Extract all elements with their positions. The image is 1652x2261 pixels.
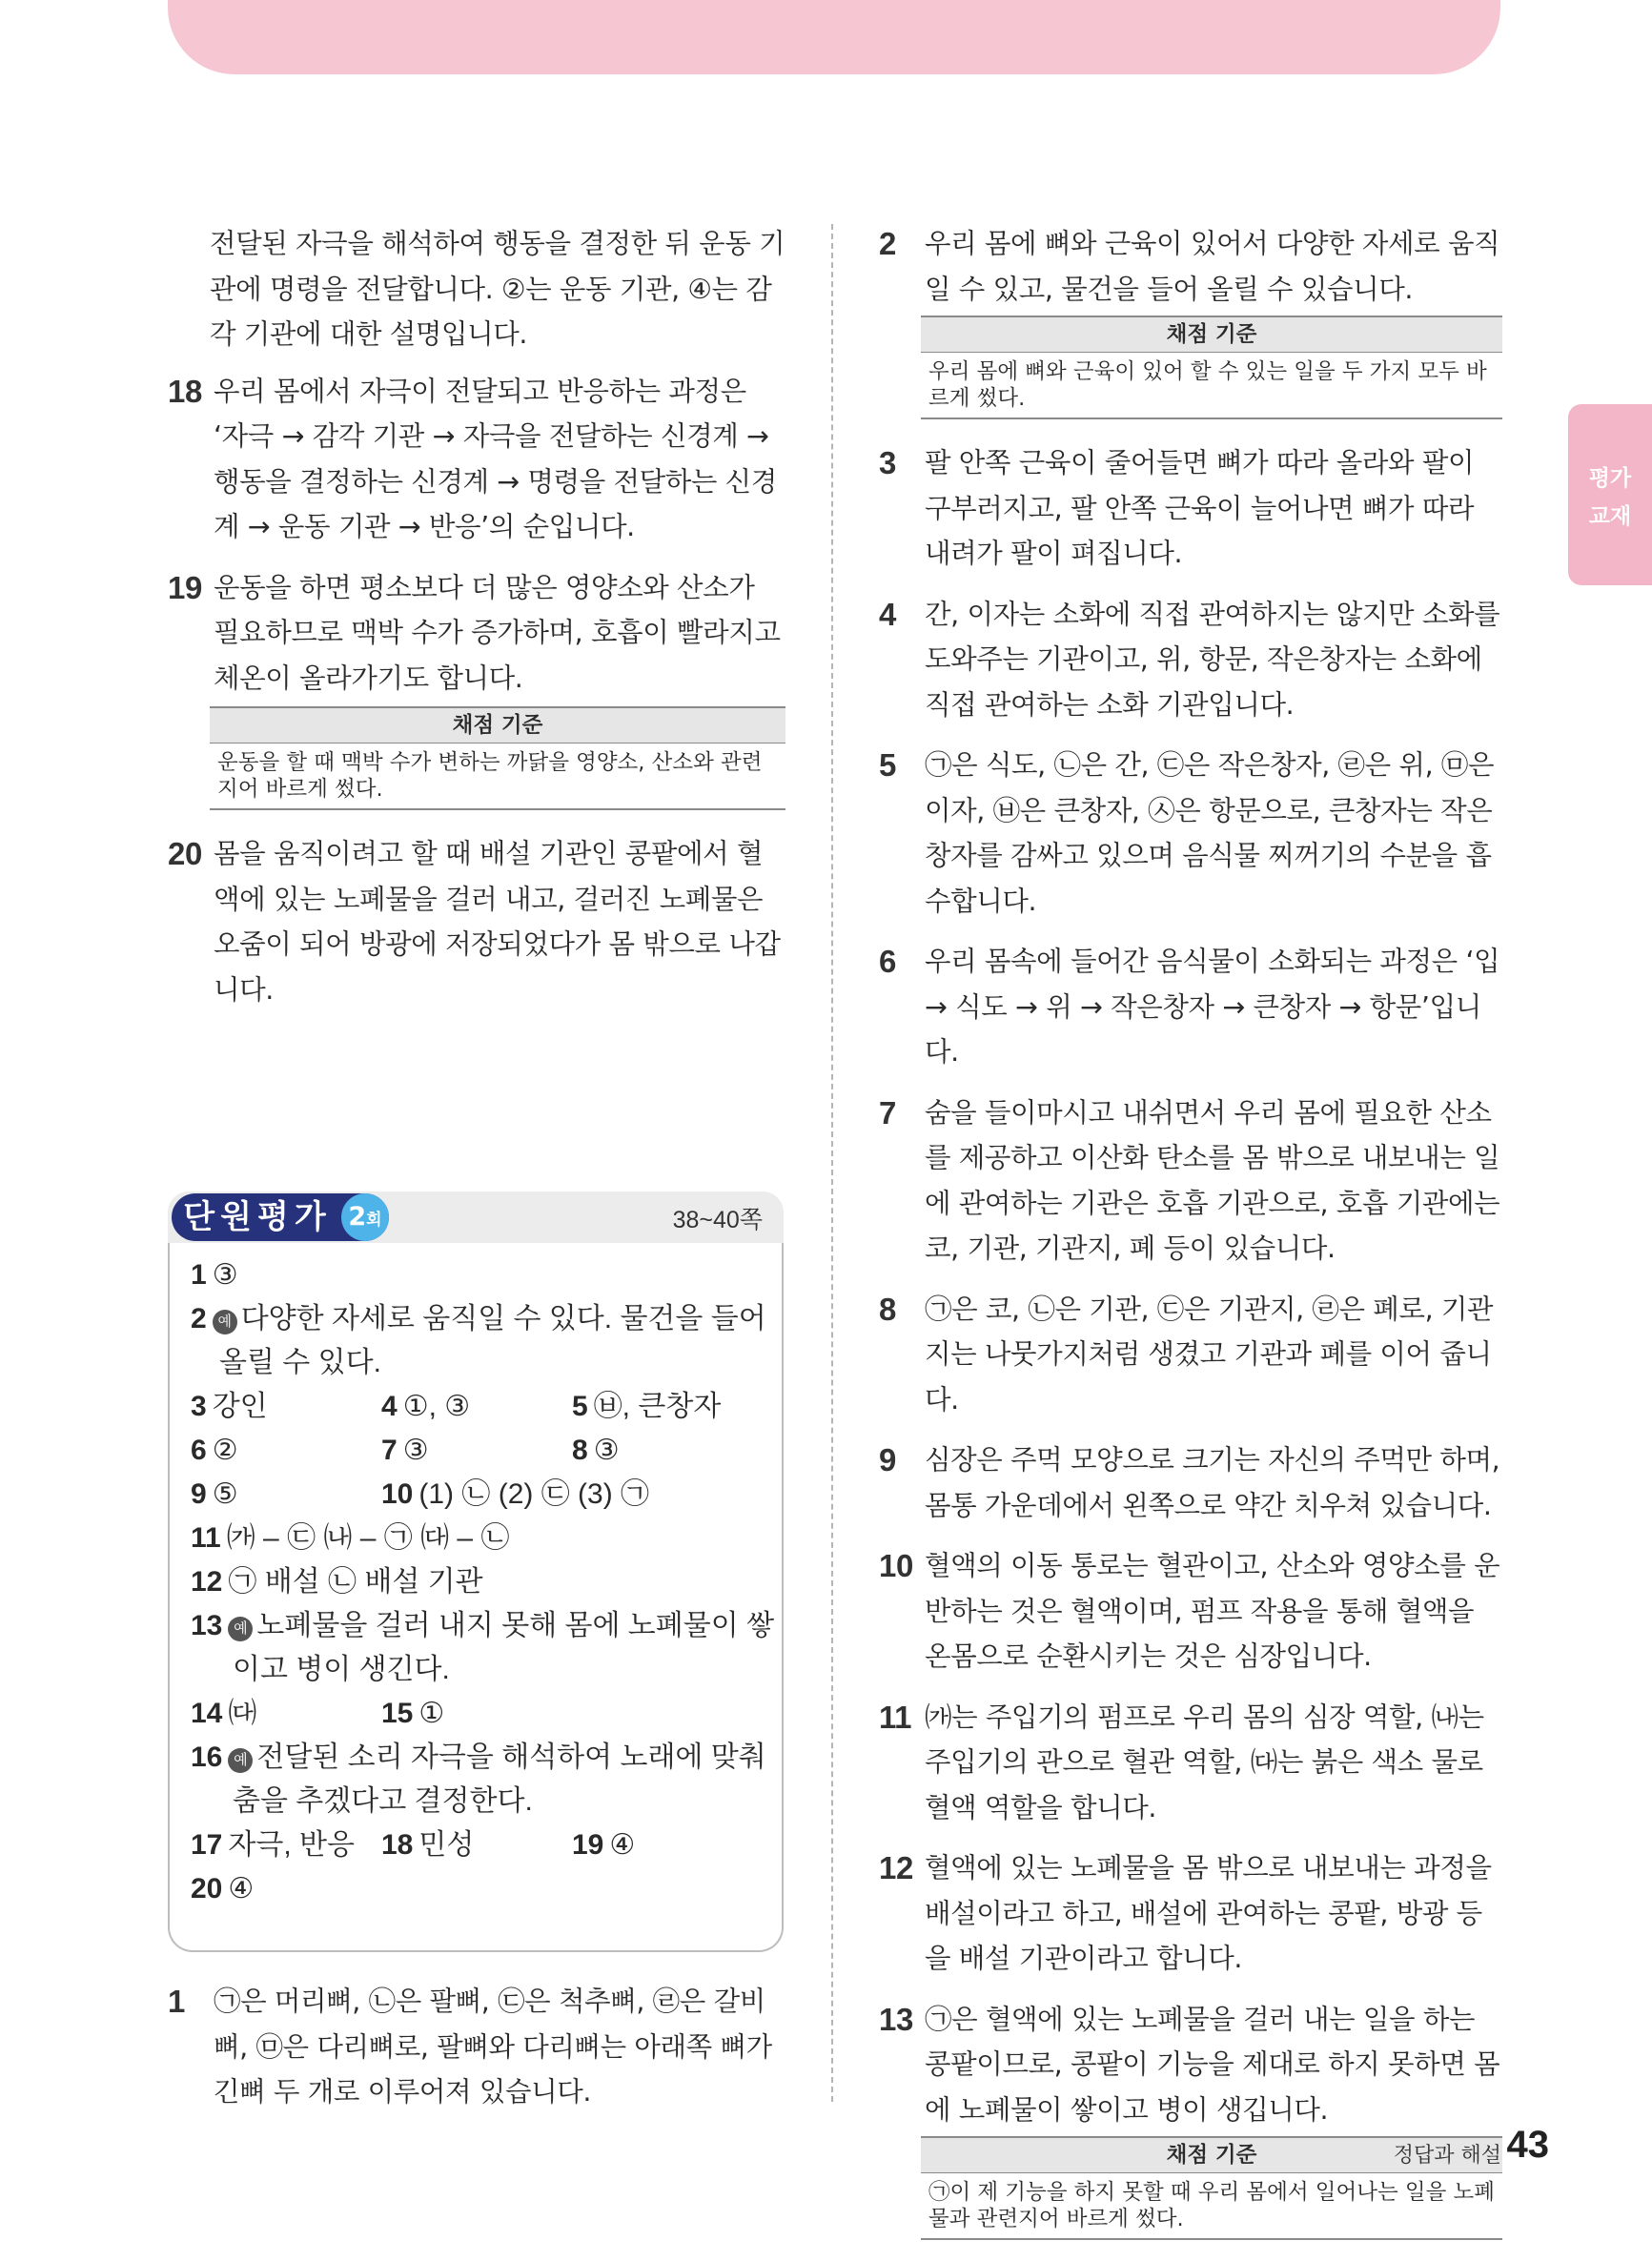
intro-paragraph: 전달된 자극을 해석하여 행동을 결정한 뒤 운동 기관에 명령을 전달합니다. ②는 운동 기관, ④는 감각 기관에 대한 설명입니다. (210, 228, 785, 350)
criteria-body: 우리 몸에 뼈와 근육이 있어 할 수 있는 일을 두 가지 모두 바르게 썼다. (928, 359, 1487, 411)
answer-4: 4 ①, ③ (381, 1391, 471, 1422)
item-text: 운동을 하면 평소보다 더 많은 영양소와 산소가 필요하므로 맥박 수가 증가하며, 호흡이 빨라지고 체온이 올라가기도 합니다. (214, 571, 781, 694)
answer-item-10 (879, 1543, 1502, 1680)
answer-2: 2 예 다양한 자세로 움직일 수 있다. 물건을 들어 (191, 1303, 766, 1334)
right-column (879, 221, 1502, 2261)
left-column (168, 221, 785, 1028)
answer-item-3 (879, 440, 1502, 577)
unit-assessment-box (168, 1192, 784, 1954)
item-text: ㉠은 코, ㉡은 기관, ㉢은 기관지, ㉣은 폐로, 기관지는 나뭇가지처럼 생겼고 기관과 폐를 이어 줍니다. (925, 1293, 1494, 1416)
answer-2-cont: 올릴 수 있다. (219, 1347, 381, 1378)
answer-list (168, 1243, 784, 1952)
item-text: 혈액의 이동 통로는 혈관이고, 산소와 영양소를 운반하는 것은 혈액이며, 펌프 작용을 통해 혈액을 온몸으로 순환시키는 것은 심장입니다. (925, 1550, 1500, 1672)
answer-9: 9 ⑤ (191, 1478, 238, 1510)
answer-16: 16 예 전달된 소리 자극을 해석하여 노래에 맞춰 (191, 1742, 766, 1773)
item-number: 8 (879, 1291, 896, 1327)
item-number: 19 (168, 569, 202, 605)
item-text: 간, 이자는 소화에 직접 관여하지는 않지만 소화를 도와주는 기관이고, 위, 항문, 작은창자는 소화에 직접 관여하는 소화 기관입니다. (925, 598, 1500, 721)
criteria-body: 운동을 할 때 맥박 수가 변하는 까닭을 영양소, 산소와 관련지어 바르게 썼다. (217, 750, 763, 802)
item-number: 12 (879, 1850, 913, 1885)
item-number: 1 (168, 1984, 185, 2019)
scoring-criteria (921, 316, 1502, 419)
answer-item-18 (168, 369, 785, 550)
item-number: 9 (879, 1442, 896, 1477)
column-divider (831, 224, 833, 2102)
criteria-title: 채점 기준 (210, 708, 785, 743)
answer-item-2 (879, 221, 1502, 312)
side-tab-label: 평가 교재 (1588, 466, 1632, 529)
item-text: 우리 몸에서 자극이 전달되고 반응하는 과정은 ‘자극 → 감각 기관 → 자극을 전달하는 신경계 → 행동을 결정하는 신경계 → 명령을 전달하는 신경계 → 운동 기관 → 반응’의 순입니다. (214, 375, 777, 542)
example-mark-icon: 예 (228, 1748, 253, 1773)
item-number: 2 (879, 226, 896, 261)
answer-6: 6 ② (191, 1435, 238, 1466)
answer-item-4 (879, 592, 1502, 728)
criteria-title: 채점 기준 (921, 2138, 1502, 2173)
item-number: 13 (879, 2001, 913, 2037)
item-text: 우리 몸에 뼈와 근육이 있어서 다양한 자세로 움직일 수 있고, 물건을 들어 올릴 수 있습니다. (925, 228, 1500, 305)
item-number: 11 (879, 1699, 912, 1735)
answer-16-cont: 춤을 추겠다고 결정한다. (233, 1785, 533, 1817)
answer-12: 12 ㉠ 배설 ㉡ 배설 기관 (191, 1566, 483, 1598)
item-text: 숨을 들이마시고 내쉬면서 우리 몸에 필요한 산소를 제공하고 이산화 탄소를 몸 밖으로 내보내는 일에 관여하는 기관은 호흡 기관으로, 호흡 기관에는 코, 기관, 기관지, 폐 등이 있습니다. (925, 1096, 1500, 1264)
answer-item-12 (879, 1845, 1502, 1982)
item-text: 팔 안쪽 근육이 줄어들면 뼈가 따라 올라와 팔이 구부러지고, 팔 안쪽 근육이 늘어나면 뼈가 따라 내려가 팔이 펴집니다. (925, 447, 1475, 569)
answer-18: 18 민성 (381, 1829, 475, 1861)
item-number: 3 (879, 445, 896, 480)
answer-item-5 (879, 743, 1502, 924)
scoring-criteria (210, 706, 785, 810)
item-number: 20 (168, 836, 202, 871)
answer-8: 8 ③ (572, 1435, 620, 1466)
answer-item-13 (879, 1997, 1502, 2133)
answer-item-6 (879, 939, 1502, 1075)
answer-item-7 (879, 1090, 1502, 1272)
item-text: 심장은 주먹 모양으로 크기는 자신의 주먹만 하며, 몸통 가운데에서 왼쪽으로 약간 치우쳐 있습니다. (925, 1444, 1500, 1521)
item-number: 4 (879, 596, 896, 632)
side-tab (1568, 404, 1652, 585)
answer-11: 11 ㈎ – ㉢ ㈏ – ㉠ ㈐ – ㉡ (191, 1522, 510, 1554)
round-badge: 2회 (341, 1193, 389, 1241)
left-bottom (168, 1979, 785, 2130)
answer-item-9 (879, 1437, 1502, 1528)
unit-header (168, 1192, 784, 1243)
answer-item-19 (168, 565, 785, 702)
answer-5: 5 ㉥, 큰창자 (572, 1391, 722, 1422)
answer-1: 1 ③ (191, 1259, 238, 1291)
unit-title: 단원평가 (172, 1193, 389, 1241)
answer-item-11 (879, 1695, 1502, 1831)
answer-item-1 (168, 1979, 785, 2115)
item-number: 5 (879, 747, 896, 783)
top-banner (168, 0, 1500, 74)
answer-19: 19 ④ (572, 1829, 636, 1861)
item-text: ㉠은 혈액에 있는 노폐물을 걸러 내는 일을 하는 콩팥이므로, 콩팥이 기능을 제대로 하지 못하면 몸에 노폐물이 쌓이고 병이 생깁니다. (925, 2003, 1500, 2126)
item-number: 10 (879, 1548, 913, 1583)
item-number: 7 (879, 1094, 896, 1130)
answer-3: 3 강인 (191, 1391, 268, 1422)
criteria-title: 채점 기준 (921, 317, 1502, 353)
criteria-body: ㉠이 제 기능을 하지 못할 때 우리 몸에서 일어나는 일을 노폐물과 관련지어 바르게 썼다. (928, 2180, 1495, 2231)
answer-13-cont: 이고 병이 생긴다. (233, 1654, 450, 1685)
item-text: ㉠은 머리뼈, ㉡은 팔뼈, ㉢은 척추뼈, ㉣은 갈비뼈, ㉤은 다리뼈로, 팔뼈와 다리뼈는 아래쪽 뼈가 긴뼈 두 개로 이루어져 있습니다. (214, 1986, 772, 2108)
answer-14: 14 ㈐ (191, 1698, 257, 1729)
item-text: ㉠은 식도, ㉡은 간, ㉢은 작은창자, ㉣은 위, ㉤은 이자, ㉥은 큰창자, ㉦은 항문으로, 큰창자는 작은창자를 감싸고 있으며 음식물 찌꺼기의 수분을 흡수합니다. (925, 749, 1495, 917)
footer-label: 정답과 해설 (1393, 2144, 1501, 2168)
example-mark-icon: 예 (228, 1617, 253, 1641)
answer-10: 10 (1) ㉡ (2) ㉢ (3) ㉠ (381, 1478, 650, 1510)
answer-17: 17 자극, 반응 (191, 1829, 355, 1861)
item-text: 우리 몸속에 들어간 음식물이 소화되는 과정은 ‘입 → 식도 → 위 → 작은창자 → 큰창자 → 항문’입니다. (925, 946, 1500, 1068)
answer-item-20 (168, 831, 785, 1012)
item-text: ㈎는 주입기의 펌프로 우리 몸의 심장 역할, ㈏는 주입기의 관으로 혈관 역할, ㈐는 붉은 색소 물로 혈액 역할을 합니다. (925, 1701, 1484, 1823)
item-text: 혈액에 있는 노폐물을 몸 밖으로 내보내는 과정을 배설이라고 하고, 배설에 관여하는 콩팥, 방광 등을 배설 기관이라고 합니다. (925, 1852, 1492, 1974)
answer-13: 13 예 노폐물을 걸러 내지 못해 몸에 노폐물이 쌓 (191, 1610, 775, 1641)
answer-15: 15 ① (381, 1698, 445, 1729)
example-mark-icon: 예 (213, 1310, 237, 1334)
answer-7: 7 ③ (381, 1435, 429, 1466)
item-number: 6 (879, 944, 896, 979)
item-number: 18 (168, 373, 202, 409)
answer-item-8 (879, 1287, 1502, 1423)
item-text: 몸을 움직이려고 할 때 배설 기관인 콩팥에서 혈액에 있는 노폐물을 걸러 내고, 걸러진 노폐물은 오줌이 되어 방광에 저장되었다가 몸 밖으로 나갑니다. (214, 838, 781, 1006)
answer-20: 20 ④ (191, 1873, 255, 1905)
page-range: 38~40쪽 (672, 1207, 763, 1233)
page-number: 43 (1506, 2124, 1549, 2166)
